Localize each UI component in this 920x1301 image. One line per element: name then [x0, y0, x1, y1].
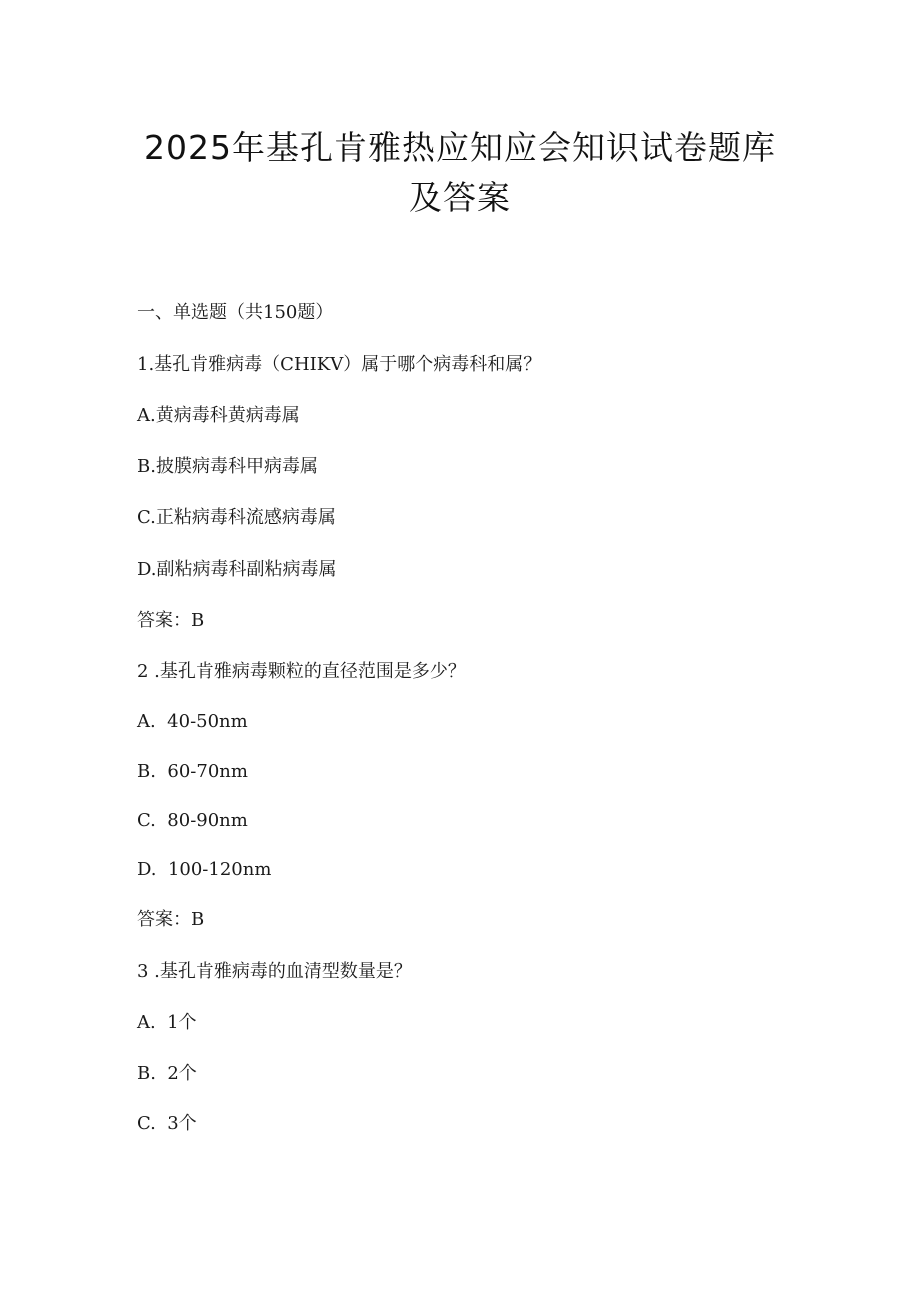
question-stem: 1.基孔肯雅病毒（CHIKV）属于哪个病毒科和属？ [137, 354, 542, 375]
document-title-line-1: 2025年基孔肯雅热应知应会知识试卷题库 [144, 128, 776, 167]
question-option: B. 60-70nm [137, 761, 248, 782]
question-stem: 3 .基孔肯雅病毒的血清型数量是？ [137, 961, 412, 982]
question-option: D.副粘病毒科副粘病毒属 [137, 559, 337, 580]
question-answer: 答案：B [137, 610, 205, 631]
section-heading: 一、单选题（共150题） [137, 302, 334, 323]
question-option: C.正粘病毒科流感病毒属 [137, 507, 336, 528]
document-title-line-2: 及答案 [409, 178, 511, 217]
question-option: C. 3个 [137, 1113, 197, 1134]
question-option: D. 100-120nm [137, 859, 272, 880]
question-option: B.披膜病毒科甲病毒属 [137, 456, 318, 477]
question-option: B. 2个 [137, 1063, 197, 1084]
question-stem: 2 .基孔肯雅病毒颗粒的直径范围是多少？ [137, 661, 466, 682]
question-option: A.黄病毒科黄病毒属 [137, 405, 300, 426]
question-option: A. 1个 [137, 1012, 197, 1033]
question-answer: 答案：B [137, 909, 205, 930]
question-option: C. 80-90nm [137, 810, 248, 831]
question-option: A. 40-50nm [137, 711, 248, 732]
